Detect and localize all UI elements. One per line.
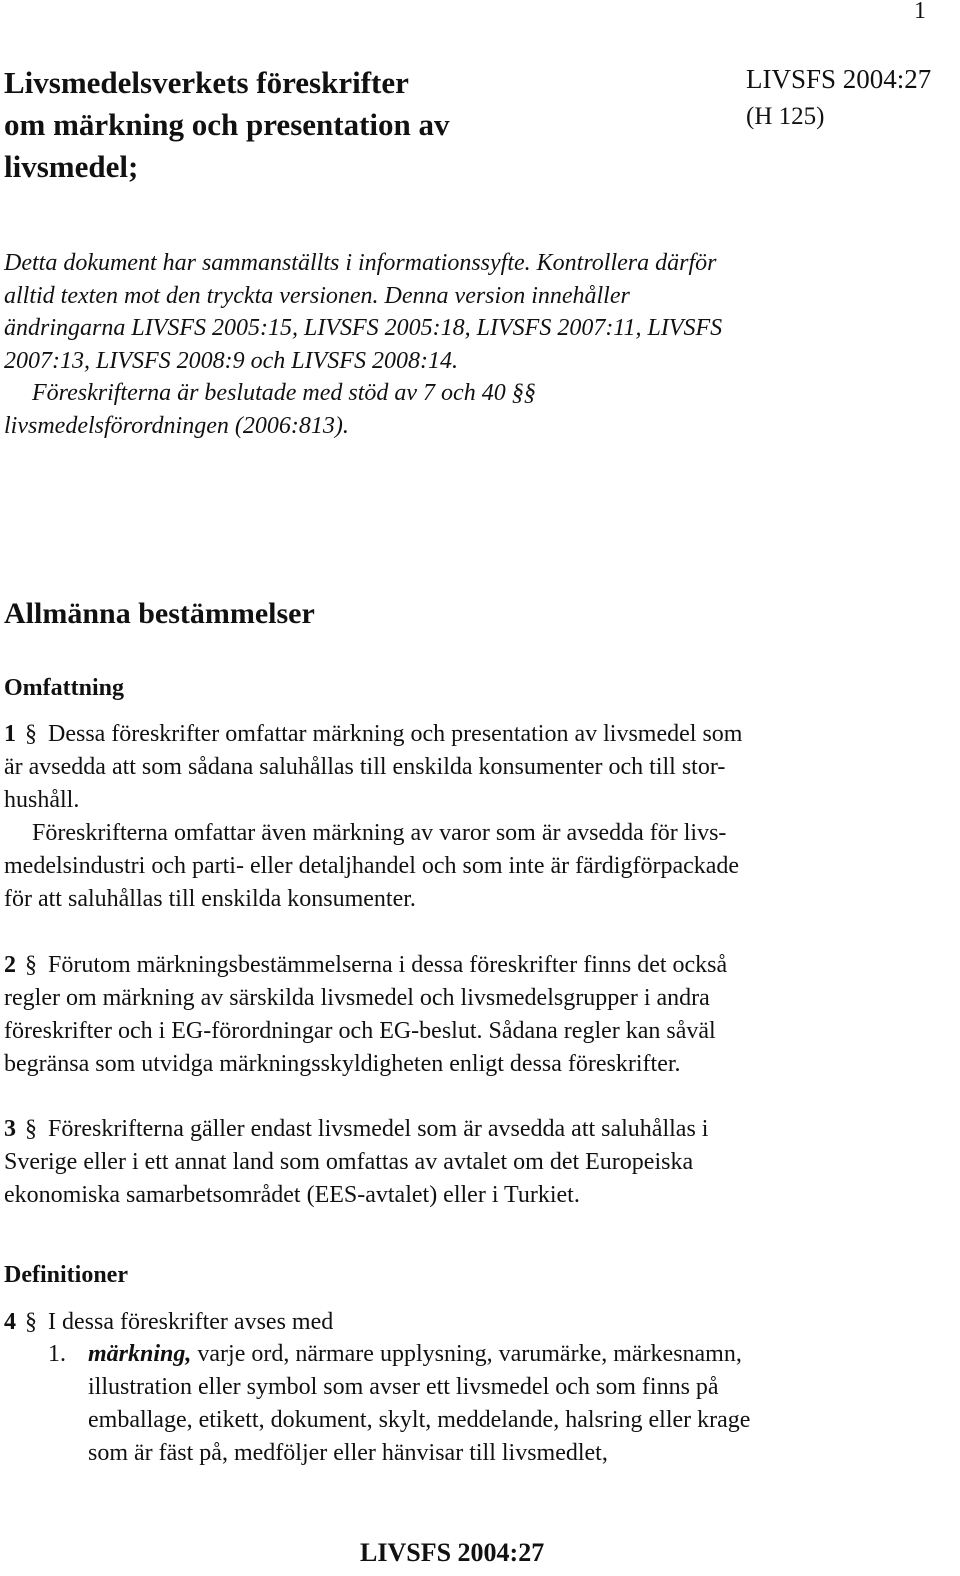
paragraph-number: 4 bbox=[4, 1309, 16, 1335]
information-note bbox=[4, 247, 944, 442]
section-sign: § bbox=[25, 952, 37, 978]
authority-line bbox=[4, 377, 944, 410]
heading-scope: Omfattning bbox=[4, 675, 124, 701]
definition-line: illustration eller symbol som avser ett livsmedel och som finns på bbox=[88, 1374, 719, 1400]
regulation-code: LIVSFS 2004:27 bbox=[746, 64, 932, 94]
document-title bbox=[4, 62, 604, 188]
paragraph-line: Föreskrifterna omfattar även märkning av varor som är avsedda för livs- bbox=[32, 820, 727, 846]
note-line: alltid texten mot den tryckta versionen. Denna version innehåller bbox=[4, 282, 630, 309]
defined-term: märkning, bbox=[88, 1341, 192, 1367]
regulation-code-block bbox=[746, 60, 931, 136]
paragraph-line: medelsindustri och parti- eller detaljhandel och som inte är färdigförpackade bbox=[4, 853, 740, 879]
definition-line: emballage, etikett, dokument, skylt, meddelande, halsring eller krage bbox=[88, 1407, 751, 1433]
heading-general-provisions: Allmänna bestämmelser bbox=[4, 597, 315, 630]
section-sign: § bbox=[25, 721, 37, 747]
heading-definitions: Definitioner bbox=[4, 1262, 128, 1288]
paragraph-text: I dessa föreskrifter avses med bbox=[48, 1309, 334, 1335]
paragraph-4 bbox=[4, 1306, 944, 1339]
note-line: ändringarna LIVSFS 2005:15, LIVSFS 2005:18, LIVSFS 2007:11, LIVSFS bbox=[4, 315, 723, 341]
note-line: Detta dokument har sammanställts i informationssyfte. Kontrollera därför bbox=[4, 250, 717, 276]
title-line: om märkning och presentation av bbox=[4, 107, 450, 142]
definition-text: varje ord, närmare upplysning, varumärke, märkesnamn, bbox=[197, 1341, 742, 1367]
paragraph-line: begränsa som utvidga märkningsskyldigheten enligt dessa föreskrifter. bbox=[4, 1051, 681, 1077]
note-line: 2007:13, LIVSFS 2008:9 och LIVSFS 2008:14. bbox=[4, 347, 458, 374]
list-item bbox=[48, 1338, 938, 1470]
title-line: Livsmedelsverkets föreskrifter bbox=[4, 65, 409, 100]
paragraph-2 bbox=[4, 949, 944, 1081]
paragraph-line: föreskrifter och i EG-förordningar och EG-beslut. Sådana regler kan såväl bbox=[4, 1018, 716, 1044]
paragraph-line: hushåll. bbox=[4, 787, 80, 813]
paragraph-text: Dessa föreskrifter omfattar märkning och presentation av livsmedel som bbox=[48, 721, 743, 747]
page-footer: LIVSFS 2004:27 bbox=[360, 1538, 545, 1567]
paragraph-3 bbox=[4, 1113, 944, 1212]
paragraph-number: 1 bbox=[4, 721, 16, 747]
definition-line: som är fäst på, medföljer eller hänvisar till livsmedlet, bbox=[88, 1440, 608, 1466]
paragraph-1 bbox=[4, 718, 944, 916]
definition-list bbox=[48, 1338, 938, 1470]
paragraph-line: är avsedda att som sådana saluhållas till enskilda konsumenter och till stor- bbox=[4, 754, 726, 780]
authority-text: Föreskrifterna är beslutade med stöd av 7 och 40 bbox=[32, 380, 506, 406]
section-sign: § bbox=[25, 1309, 37, 1335]
paragraph-line: för att saluhållas till enskilda konsumenter. bbox=[4, 886, 416, 912]
paragraph-text: Föreskrifterna gäller endast livsmedel som är avsedda att saluhållas i bbox=[48, 1116, 709, 1142]
authority-line-2: livsmedelsförordningen (2006:813). bbox=[4, 412, 349, 439]
section-sign: §§ bbox=[511, 380, 536, 406]
list-item-body bbox=[88, 1338, 938, 1470]
list-item-number: 1. bbox=[48, 1341, 66, 1367]
paragraph-number: 2 bbox=[4, 952, 16, 978]
regulation-subcode: (H 125) bbox=[746, 103, 825, 130]
paragraph-line: ekonomiska samarbetsområdet (EES-avtalet) eller i Turkiet. bbox=[4, 1182, 580, 1208]
paragraph-line: Sverige eller i ett annat land som omfattas av avtalet om det Europeiska bbox=[4, 1149, 694, 1175]
paragraph-line: regler om märkning av särskilda livsmedel och livsmedelsgrupper i andra bbox=[4, 985, 710, 1011]
section-sign: § bbox=[25, 1116, 37, 1142]
page-number: 1 bbox=[914, 0, 926, 24]
paragraph-number: 3 bbox=[4, 1116, 16, 1142]
paragraph-text: Förutom märkningsbestämmelserna i dessa föreskrifter finns det också bbox=[48, 952, 728, 978]
title-line: livsmedel; bbox=[4, 149, 139, 184]
